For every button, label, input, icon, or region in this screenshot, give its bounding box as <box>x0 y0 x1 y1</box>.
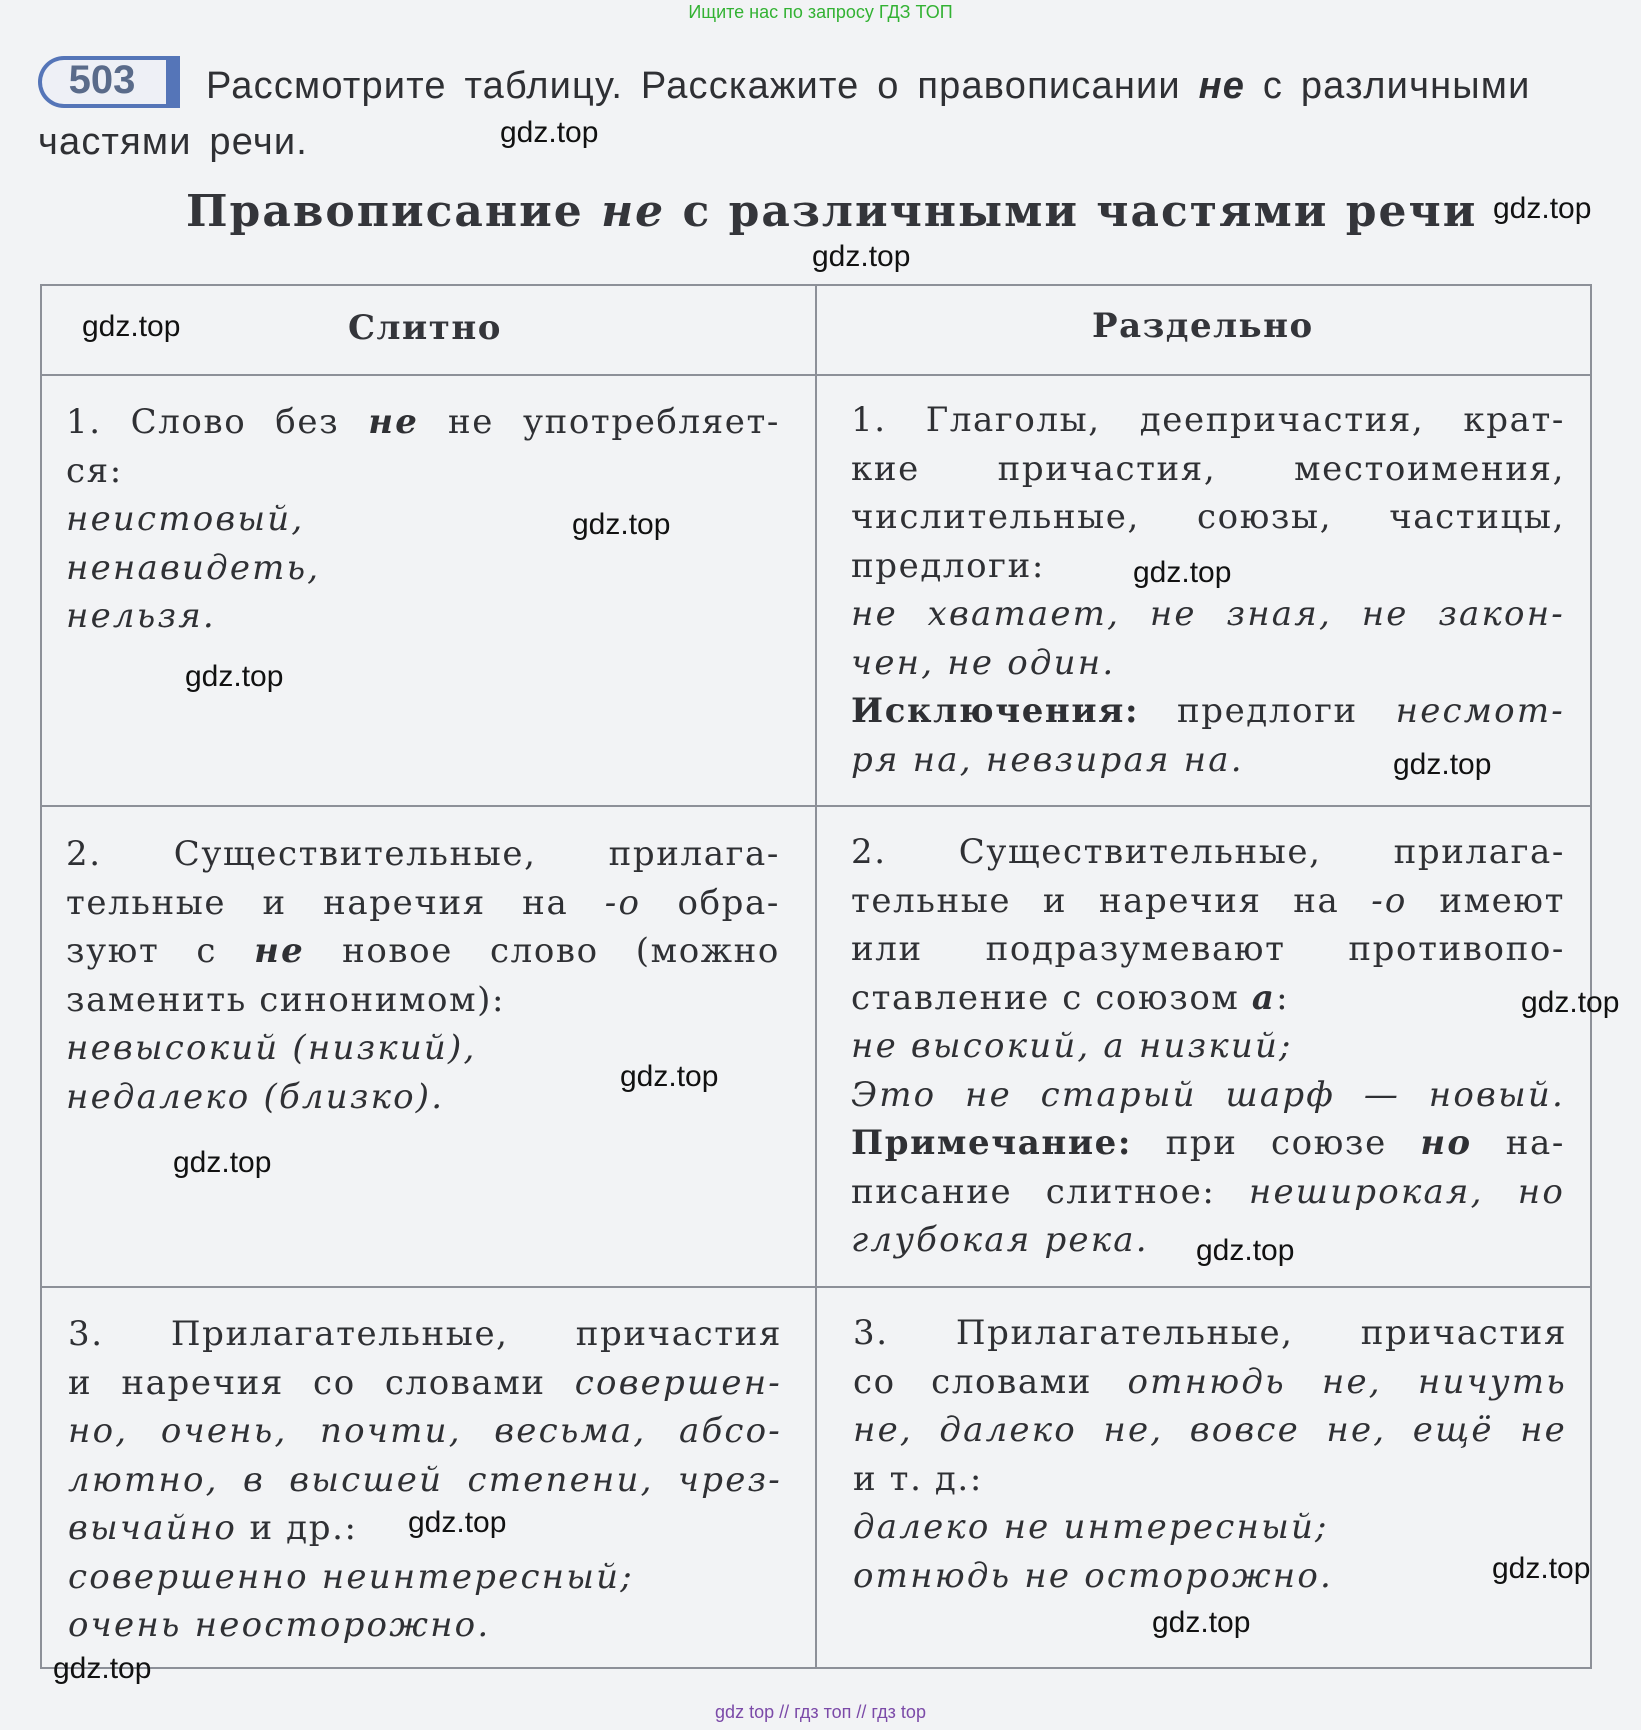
table-border-left <box>40 284 42 1669</box>
watermark: gdz.top <box>173 1146 272 1179</box>
watermark: gdz.top <box>82 310 181 343</box>
row1-left-cell: 1. Слово без не не употребляет- ся: неистовый, ненавидеть, нельзя. <box>66 402 780 636</box>
column-header-separate: Раздельно <box>1092 306 1314 346</box>
exercise-instruction: Рассмотрите таблицу. Расскажите о правописании не с различными частями речи. <box>38 65 1531 163</box>
watermark: gdz.top <box>1492 1552 1591 1585</box>
footer-links: gdz top // гдз топ // гдз top <box>715 1702 926 1722</box>
watermark: gdz.top <box>1521 986 1620 1019</box>
top-banner: Ищите нас по запросу ГДЗ ТОП <box>688 2 953 22</box>
watermark: gdz.top <box>812 240 911 273</box>
column-header-joined: Слитно <box>348 308 502 348</box>
watermark: gdz.top <box>1152 1606 1251 1639</box>
watermark: gdz.top <box>1393 748 1492 781</box>
table-border-right <box>1590 284 1592 1669</box>
watermark: gdz.top <box>572 508 671 541</box>
watermark: gdz.top <box>53 1652 152 1685</box>
watermark: gdz.top <box>620 1060 719 1093</box>
row2-left-cell: 2. Существительные, прилага- тельные и наречия на -о обра- зуют с не новое слово (можно заменить синонимом): невысокий (низкий), недалеко (близко). <box>66 834 780 1117</box>
row1-right-cell: 1. Глаголы, деепричастия, крат- кие причастия, местоимения, числительные, союзы, частицы, предлоги: не хватает, не зная, не закон- чен, не один. Исключения: предлоги несмот- ря на, невзирая на. <box>851 400 1565 780</box>
exercise-number: 503 <box>68 58 136 102</box>
watermark: gdz.top <box>1196 1234 1295 1267</box>
row3-right-cell: 3. Прилагательные, причастия со словами отнюдь не, ничуть не, далеко не, вовсе не, ещё не и т. д.: далеко не интересный; отнюдь не осторожно. <box>853 1313 1567 1596</box>
watermark: gdz.top <box>500 116 599 149</box>
row3-left-cell: 3. Прилагательные, причастия и наречия со словами совершен- но, очень, почти, весьма, абсо- лютно, в высшей степени, чрез- вычайно и др.: совершенно неинтересный; очень неосторожно. <box>68 1314 782 1645</box>
watermark: gdz.top <box>1493 192 1592 225</box>
row2-right-cell: 2. Существительные, прилага- тельные и наречия на -о имеют или подразумевают противопо- ставление с союзом а: не высокий, а низкий; Это не старый шарф — новый. Примечание: при союзе но на- писание слитное: неширокая, но глубокая река. <box>851 832 1565 1260</box>
watermark: gdz.top <box>408 1506 507 1539</box>
table-border-middle <box>815 284 817 1669</box>
watermark: gdz.top <box>185 660 284 693</box>
table-title: Правописание не с различными частями речи <box>186 186 1478 237</box>
watermark: gdz.top <box>1133 556 1232 589</box>
